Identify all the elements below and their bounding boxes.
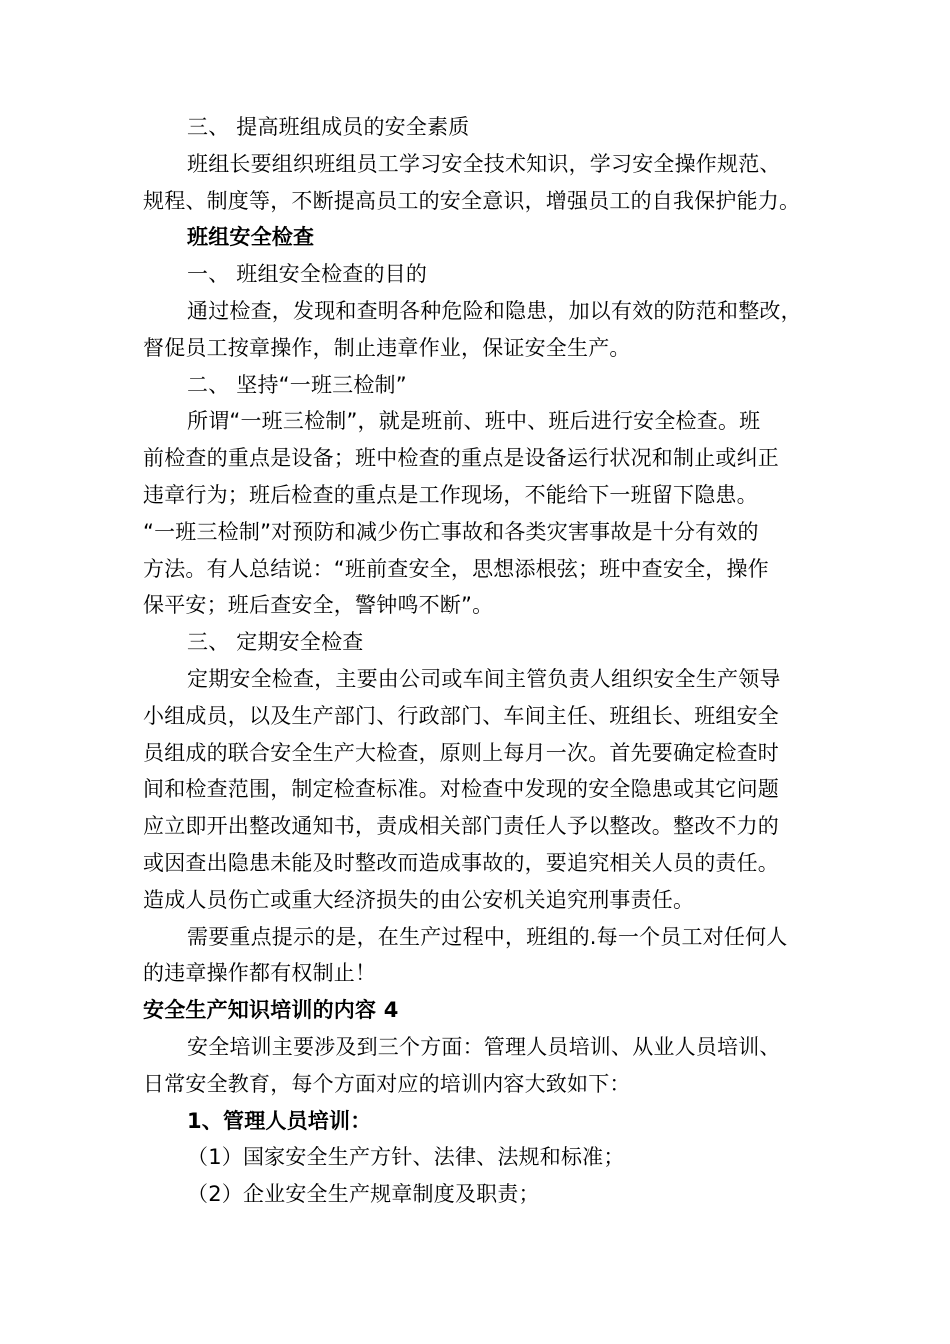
- paragraph-line: 造成人员伤亡或重大经济损失的由公安机关追究刑事责任。: [143, 887, 695, 912]
- paragraph-line: 违章行为；班后检查的重点是工作现场，不能给下一班留下隐患。: [143, 482, 758, 507]
- paragraph-line: 间和检查范围，制定检查标准。对检查中发现的安全隐患或其它问题: [143, 777, 779, 802]
- paragraph-line: 督促员工按章操作，制止违章作业，保证安全生产。: [143, 335, 631, 360]
- paragraph-line: 定期安全检查，主要由公司或车间主管负责人组织安全生产领导: [187, 666, 781, 691]
- list-item: （1）国家安全生产方针、法律、法规和标准；: [187, 1145, 625, 1170]
- section-heading-one-shift-three-checks: 二、 坚持“一班三检制”: [187, 372, 407, 397]
- section-heading-periodic-check: 三、 定期安全检查: [187, 630, 364, 655]
- paragraph-line: 需要重点提示的是，在生产过程中，班组的.每一个员工对任何人: [187, 924, 788, 949]
- paragraph-line: 前检查的重点是设备；班中检查的重点是设备运行状况和制止或纠正: [143, 446, 779, 471]
- paragraph-line: 小组成员，以及生产部门、行政部门、车间主任、班组长、班组安全: [143, 703, 779, 728]
- paragraph-line: “一班三检制”对预防和减少伤亡事故和各类灾害事故是十分有效的: [143, 519, 759, 544]
- paragraph-line: 所谓“一班三检制”，就是班前、班中、班后进行安全检查。班: [187, 409, 761, 434]
- paragraph-line: 通过检查，发现和查明各种危险和隐患，加以有效的防范和整改，: [187, 298, 802, 323]
- paragraph-line: 保平安；班后查安全，警钟鸣不断”。: [143, 593, 494, 618]
- section-title-training-content-4: 安全生产知识培训的内容 4: [143, 998, 399, 1023]
- paragraph-line: 方法。有人总结说：“班前查安全，思想添根弦；班中查安全，操作: [143, 556, 769, 581]
- paragraph-line: 或因查出隐患未能及时整改而造成事故的，要追究相关人员的责任。: [143, 850, 779, 875]
- paragraph-line: 的违章操作都有权制止！: [143, 961, 377, 986]
- section-heading-check-purpose: 一、 班组安全检查的目的: [187, 262, 428, 287]
- list-item: （2）企业安全生产规章制度及职责；: [187, 1182, 540, 1207]
- paragraph-line: 班组长要组织班组员工学习安全技术知识，学习安全操作规范、: [187, 151, 781, 176]
- document-body: [143, 109, 833, 1213]
- paragraph-line: 规程、制度等，不断提高员工的安全意识，增强员工的自我保护能力。: [143, 188, 801, 213]
- section-title-team-safety-check: 班组安全检查: [187, 225, 315, 250]
- paragraph-line: 应立即开出整改通知书，责成相关部门责任人予以整改。整改不力的: [143, 814, 779, 839]
- paragraph-line: 安全培训主要涉及到三个方面：管理人员培训、从业人员培训、: [187, 1034, 781, 1059]
- subheading-manager-training: 1、管理人员培训：: [187, 1108, 372, 1133]
- paragraph-line: 日常安全教育，每个方面对应的培训内容大致如下：: [143, 1071, 631, 1096]
- paragraph-line: 员组成的联合安全生产大检查，原则上每月一次。首先要确定检查时: [143, 740, 779, 765]
- section-heading-improve-quality: 三、 提高班组成员的安全素质: [187, 115, 470, 139]
